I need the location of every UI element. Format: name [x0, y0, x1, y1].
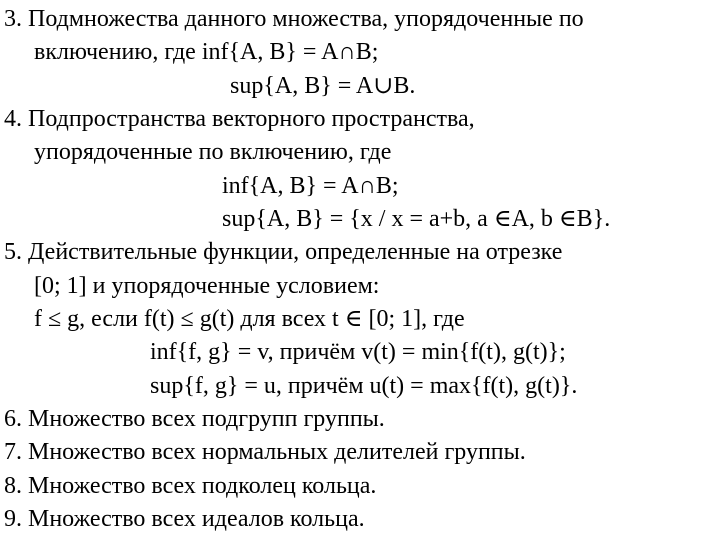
item-5-line-3: f ≤ g, если f(t) ≤ g(t) для всех t ∈ [0; 1], где — [34, 306, 465, 332]
item-5-line-1: 5. Действительные функции, определенные на отрезке — [4, 239, 563, 266]
item-4-line-1: 4. Подпространства векторного пространства, — [4, 106, 475, 132]
item-3-line-1: 3. Подмножества данного множества, упорядоченные по — [4, 6, 584, 32]
item-3-line-2: включению, где inf{A, B} = A∩B; — [34, 39, 379, 66]
item-5-line-5: sup{f, g} = u, причём u(t) = max{f(t), g(t)}. — [150, 372, 578, 399]
item-3-line-3: sup{A, B} = A∪B. — [230, 72, 416, 99]
item-8: 8. Множество всех подколец кольца. — [4, 472, 377, 499]
item-5-line-4: inf{f, g} = v, причём v(t) = min{f(t), g(t)}; — [150, 339, 566, 366]
item-5-line-2: [0; 1] и упорядоченные условием: — [34, 272, 380, 299]
item-7: 7. Множество всех нормальных делителей группы. — [4, 439, 526, 466]
item-4-line-2: упорядоченные по включению, где — [34, 139, 392, 166]
item-4-line-3: inf{A, B} = A∩B; — [222, 172, 399, 199]
item-9: 9. Множество всех идеалов кольца. — [4, 506, 365, 532]
item-6: 6. Множество всех подгрупп группы. — [4, 406, 385, 432]
item-4-line-4: sup{A, B} = {x / x = a+b, a ∈A, b ∈B}. — [222, 206, 611, 232]
